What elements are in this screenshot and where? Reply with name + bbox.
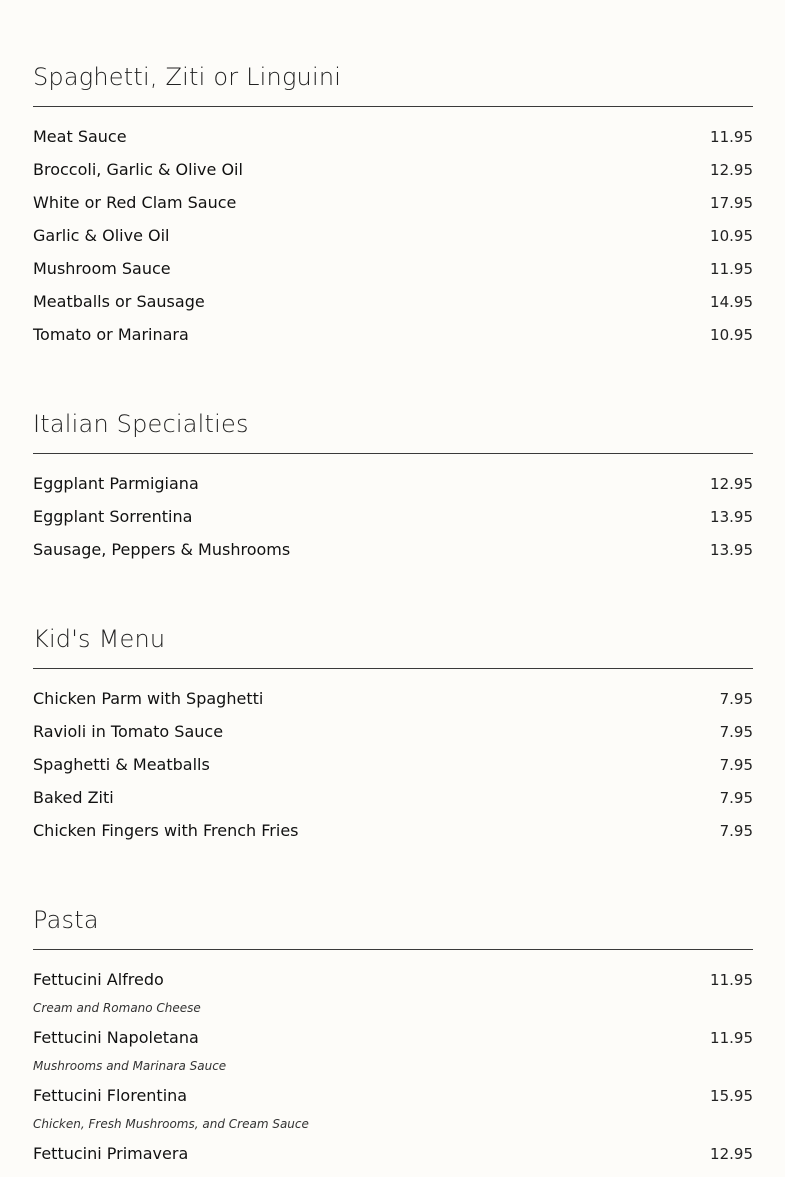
- section-kids-menu: [33, 624, 753, 846]
- item-name: Chicken Parm with Spaghetti: [33, 689, 264, 708]
- item-price: 10.95: [710, 326, 753, 344]
- section-divider: [33, 668, 753, 669]
- section-pasta: [33, 905, 753, 1169]
- item-name: Fettucini Primavera: [33, 1144, 189, 1163]
- item-name: Ravioli in Tomato Sauce: [33, 722, 224, 741]
- item-name: Baked Ziti: [33, 788, 114, 807]
- menu-item: [33, 466, 753, 499]
- section-title: Kid's Menu: [33, 625, 166, 653]
- item-price: 7.95: [719, 756, 753, 774]
- item-name: Broccoli, Garlic & Olive Oil: [33, 160, 243, 179]
- section-divider: [33, 106, 753, 107]
- menu-item: [33, 714, 753, 747]
- section-spaghetti: [33, 62, 753, 350]
- menu-item: [33, 747, 753, 780]
- menu-item: [33, 681, 753, 714]
- menu-item: [33, 532, 753, 565]
- menu-item: [33, 1078, 753, 1136]
- section-title: Spaghetti, Ziti or Linguini: [33, 63, 342, 91]
- item-price: 7.95: [719, 789, 753, 807]
- item-price: 13.95: [710, 541, 753, 559]
- item-price: 11.95: [710, 128, 753, 146]
- item-price: 15.95: [710, 1087, 753, 1105]
- item-name: Chicken Fingers with French Fries: [33, 821, 299, 840]
- menu-item: [33, 119, 753, 152]
- item-name: Fettucini Napoletana: [33, 1028, 199, 1047]
- item-name: Eggplant Sorrentina: [33, 507, 193, 526]
- item-price: 14.95: [710, 293, 753, 311]
- item-name: Sausage, Peppers & Mushrooms: [33, 540, 291, 559]
- item-price: 12.95: [710, 161, 753, 179]
- item-name: White or Red Clam Sauce: [33, 193, 237, 212]
- menu-item: [33, 499, 753, 532]
- item-price: 12.95: [710, 475, 753, 493]
- menu-item: [33, 218, 753, 251]
- menu-item: [33, 251, 753, 284]
- item-name: Tomato or Marinara: [33, 325, 189, 344]
- item-description: Cream and Romano Cheese: [33, 1001, 201, 1015]
- section-italian-specialties: [33, 409, 753, 565]
- item-name: Mushroom Sauce: [33, 259, 171, 278]
- menu-item: [33, 813, 753, 846]
- section-divider: [33, 453, 753, 454]
- menu-item: [33, 152, 753, 185]
- item-name: Garlic & Olive Oil: [33, 226, 170, 245]
- item-name: Eggplant Parmigiana: [33, 474, 199, 493]
- section-title: Pasta: [33, 906, 99, 934]
- item-price: 12.95: [710, 1145, 753, 1163]
- item-price: 11.95: [710, 260, 753, 278]
- item-price: 10.95: [710, 227, 753, 245]
- item-description: Chicken, Fresh Mushrooms, and Cream Sauce: [33, 1117, 309, 1131]
- item-price: 17.95: [710, 194, 753, 212]
- menu-item: [33, 1136, 753, 1169]
- menu-item: [33, 284, 753, 317]
- menu-item: [33, 317, 753, 350]
- menu-item: [33, 962, 753, 1020]
- item-price: 7.95: [719, 822, 753, 840]
- item-name: Spaghetti & Meatballs: [33, 755, 210, 774]
- section-divider: [33, 949, 753, 950]
- menu-item: [33, 1020, 753, 1078]
- item-name: Meatballs or Sausage: [33, 292, 205, 311]
- item-price: 11.95: [710, 1029, 753, 1047]
- menu-item: [33, 780, 753, 813]
- item-description: Mushrooms and Marinara Sauce: [33, 1059, 227, 1073]
- item-price: 7.95: [719, 723, 753, 741]
- item-price: 7.95: [719, 690, 753, 708]
- section-title: Italian Specialties: [33, 410, 249, 438]
- menu-item: [33, 185, 753, 218]
- item-price: 11.95: [710, 971, 753, 989]
- item-name: Fettucini Alfredo: [33, 970, 164, 989]
- item-name: Fettucini Florentina: [33, 1086, 188, 1105]
- item-price: 13.95: [710, 508, 753, 526]
- item-name: Meat Sauce: [33, 127, 127, 146]
